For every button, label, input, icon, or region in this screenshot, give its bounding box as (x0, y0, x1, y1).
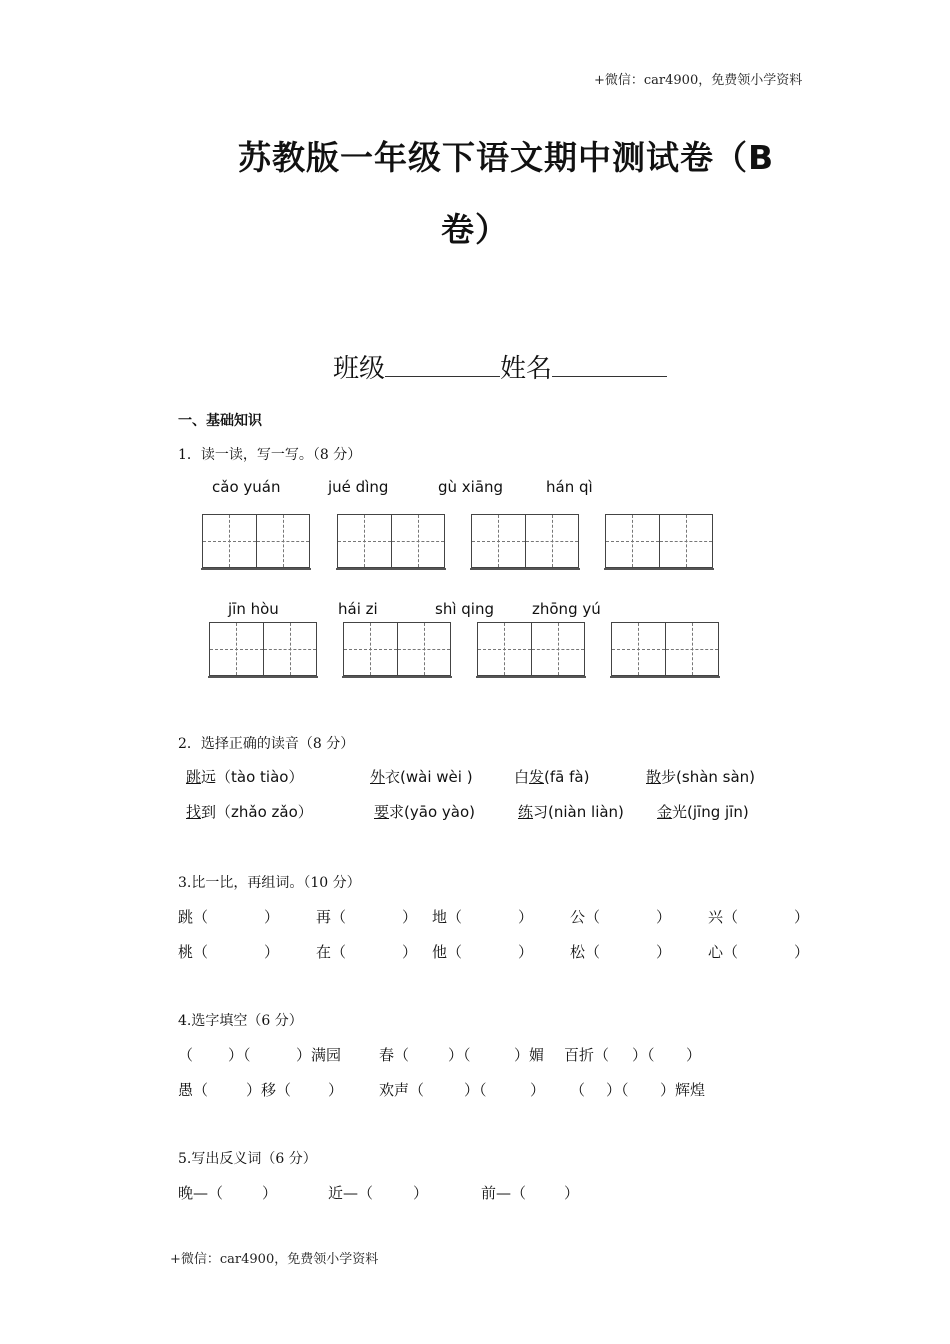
q3-close: ） (656, 908, 672, 926)
q4-part: ）满园 (296, 1046, 342, 1064)
q4-part: ） (328, 1081, 344, 1099)
q5-item: 晚—（ (178, 1184, 224, 1202)
page-title-line1: 苏教版一年级下语文期中测试卷（B (238, 138, 775, 177)
q3-item: 跳（ (178, 908, 209, 926)
q3-item: 再（ (316, 908, 347, 926)
writing-grid[interactable] (209, 622, 317, 676)
q2-title: 2．选择正确的读音（8 分） (178, 736, 355, 752)
q3-item: 在（ (316, 943, 347, 961)
name-blank[interactable] (552, 350, 667, 377)
q3-close: ） (518, 943, 534, 961)
q5-item: 前—（ (481, 1184, 527, 1202)
q4-title: 4.选字填空（6 分） (178, 1013, 303, 1029)
q2-item: 练习(niàn liàn) (518, 803, 624, 821)
q4-part: 百折（ (564, 1046, 610, 1064)
writing-grid[interactable] (202, 514, 310, 568)
q4-part: ） (530, 1081, 546, 1099)
pinyin-label: zhōng yú (532, 600, 601, 618)
q3-item: 地（ (432, 908, 463, 926)
section-heading: 一、基础知识 (178, 413, 262, 429)
q3-close: ） (402, 908, 418, 926)
q4-part: ） (686, 1046, 702, 1064)
q5-close: ） (413, 1184, 429, 1202)
q5-title: 5.写出反义词（6 分） (178, 1151, 317, 1167)
q2-item: 跳远（tào tiào） (186, 768, 304, 786)
pinyin-label: gù xiāng (438, 478, 504, 496)
page-title-line2: 卷） (441, 210, 509, 249)
q3-close: ） (656, 943, 672, 961)
q4-part: （ (570, 1081, 586, 1099)
q2-item: 找到（zhǎo zǎo） (186, 803, 313, 821)
q4-part: ）媚 (514, 1046, 545, 1064)
class-name-line (333, 348, 667, 385)
writing-grid[interactable] (605, 514, 713, 568)
q4-part: （ (178, 1046, 194, 1064)
class-label: 班级 (333, 354, 386, 384)
writing-grid[interactable] (477, 622, 585, 676)
q3-close: ） (264, 943, 280, 961)
q2-item: 白发(fā fà) (514, 768, 590, 786)
writing-grid[interactable] (337, 514, 445, 568)
q4-part: ）（ (228, 1046, 251, 1064)
name-label: 姓名 (500, 354, 553, 384)
pinyin-label: jué dìng (328, 478, 389, 496)
q4-part: 春（ (379, 1046, 410, 1064)
writing-grid[interactable] (611, 622, 719, 676)
q3-close: ） (264, 908, 280, 926)
q4-part: 欢声（ (379, 1081, 425, 1099)
writing-grid[interactable] (343, 622, 451, 676)
q5-item: 近—（ (328, 1184, 374, 1202)
watermark-bottom: +微信：car4900，免费领小学资料 (170, 1252, 379, 1267)
q4-part: ）（ (464, 1081, 487, 1099)
q3-close: ） (402, 943, 418, 961)
q3-title: 3.比一比，再组词。（10 分） (178, 875, 361, 891)
q3-item: 桃（ (178, 943, 209, 961)
q3-item: 兴（ (708, 908, 739, 926)
q2-item: 散步(shàn sàn) (646, 768, 756, 786)
q3-close: ） (518, 908, 534, 926)
pinyin-label: hái zi (338, 600, 378, 618)
q4-part: ）移（ (246, 1081, 292, 1099)
q4-part: ）（ (632, 1046, 655, 1064)
q3-item: 公（ (570, 908, 601, 926)
q3-close: ） (794, 908, 810, 926)
q5-close: ） (262, 1184, 278, 1202)
q5-close: ） (564, 1184, 580, 1202)
q3-close: ） (794, 943, 810, 961)
pinyin-label: cǎo yuán (212, 478, 281, 496)
pinyin-label: hán qì (546, 478, 593, 496)
q4-part: 愚（ (178, 1081, 209, 1099)
q3-item: 心（ (708, 943, 739, 961)
q2-item: 要求(yāo yào) (374, 803, 475, 821)
q1-title: 1．读一读，写一写。（8 分） (178, 447, 362, 463)
q4-part: ）辉煌 (660, 1081, 706, 1099)
pinyin-label: shì qing (435, 600, 494, 618)
q2-item: 金光(jīng jīn) (657, 803, 749, 821)
q4-part: ）（ (448, 1046, 471, 1064)
writing-grid[interactable] (471, 514, 579, 568)
pinyin-label: jīn hòu (228, 600, 279, 618)
q2-item: 外衣(wài wèi ) (370, 768, 473, 786)
q4-part: ）（ (606, 1081, 629, 1099)
q3-item: 松（ (570, 943, 601, 961)
watermark-top: +微信：car4900，免费领小学资料 (594, 73, 803, 88)
q3-item: 他（ (432, 943, 463, 961)
class-blank[interactable] (385, 350, 500, 377)
